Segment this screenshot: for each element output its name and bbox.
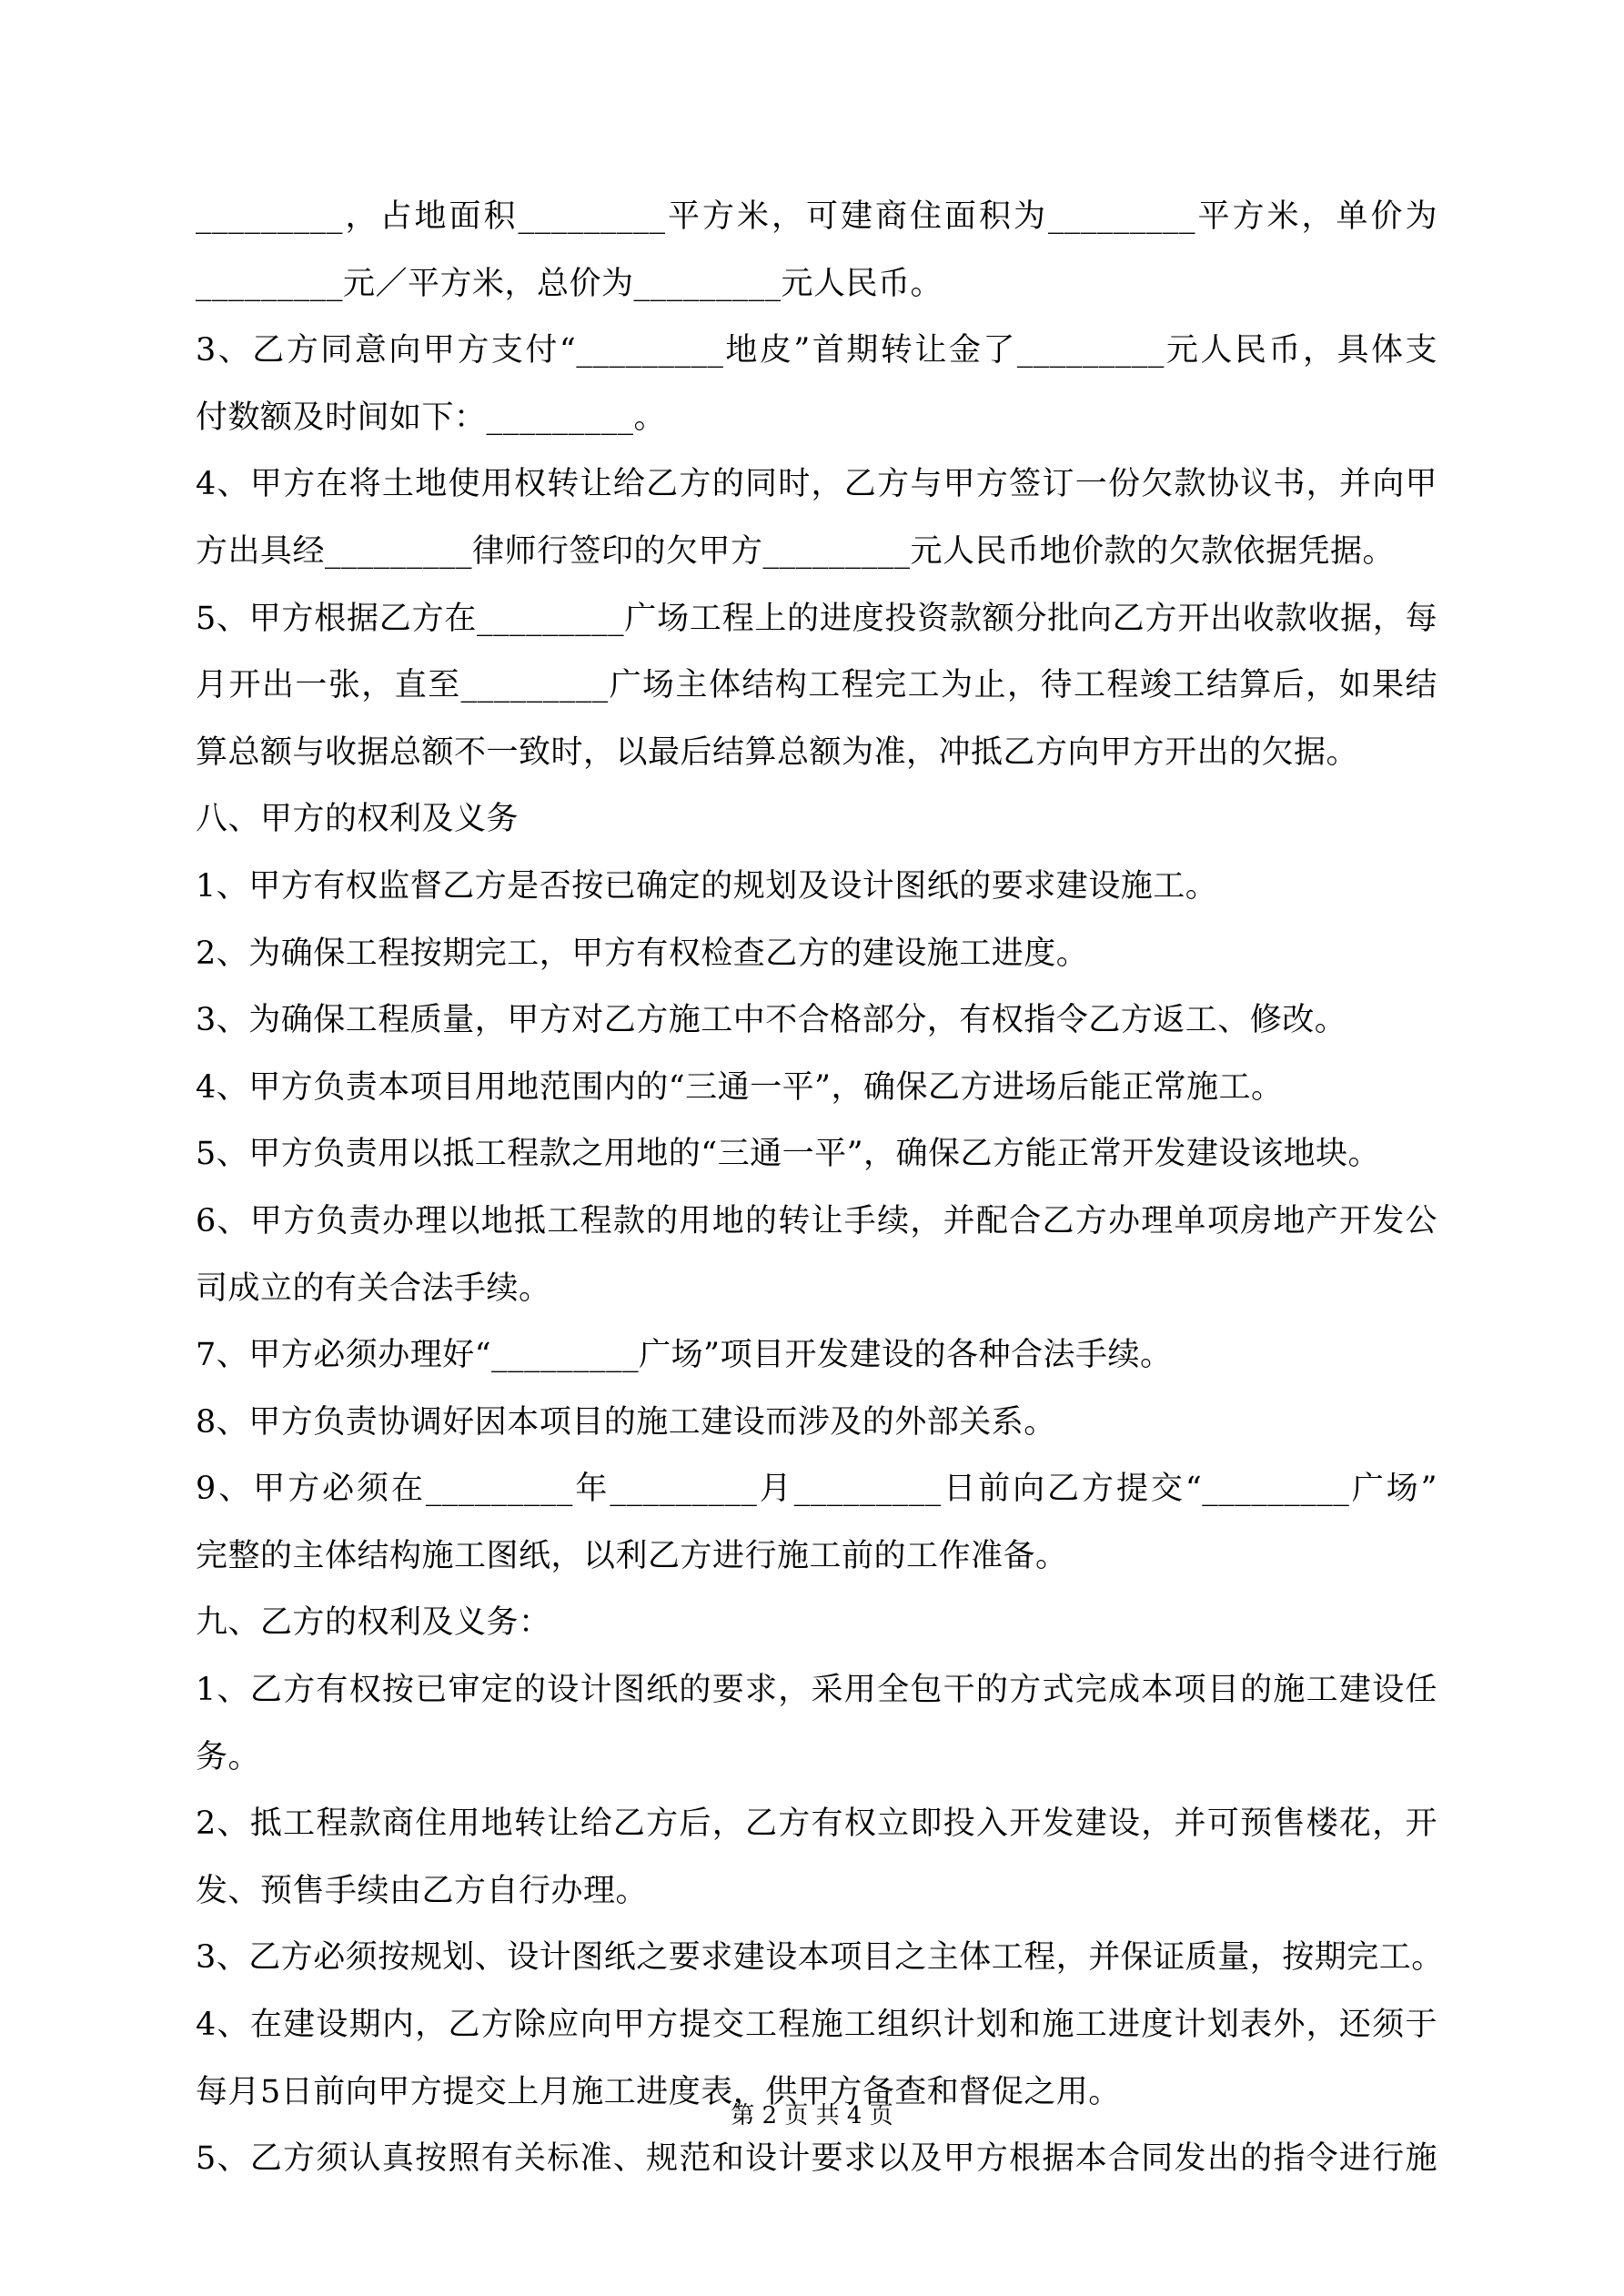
text-line-17: 司成立的有关合法手续。 bbox=[196, 1269, 551, 1307]
section-heading-8: 八、甲方的权利及义务 bbox=[196, 801, 519, 838]
text-line-7: 5、甲方根据乙方在_________广场工程上的进度投资款额分批向乙方开出收款收据，每 bbox=[196, 600, 1437, 637]
text-line-24: 务。 bbox=[196, 1738, 261, 1775]
text-line-27: 3、乙方必须按规划、设计图纸之要求建设本项目之主体工程，并保证质量，按期完工。 bbox=[196, 1939, 1444, 1977]
text-line-6: 方出具经_________律师行签印的欠甲方_________元人民币地价款的欠款依据凭据。 bbox=[196, 532, 1396, 570]
text-line-19: 8、甲方负责协调好因本项目的施工建设而涉及的外部关系。 bbox=[196, 1403, 1056, 1441]
text-line-26: 发、预售手续由乙方自行办理。 bbox=[196, 1872, 649, 1909]
text-line-4: 付数额及时间如下：_________。 bbox=[196, 399, 667, 436]
text-line-30: 5、乙方须认真按照有关标准、规范和设计要求以及甲方根据本合同发出的指令进行施 bbox=[196, 2140, 1437, 2178]
text-line-23: 1、乙方有权按已审定的设计图纸的要求，采用全包干的方式完成本项目的施工建设任 bbox=[196, 1672, 1437, 1709]
text-line-1: _________，占地面积_________平方米，可建商住面积为_________平方米，单价为 bbox=[196, 198, 1437, 235]
section-heading-9: 九、乙方的权利及义务： bbox=[196, 1604, 551, 1642]
text-line-14: 4、甲方负责本项目用地范围内的“三通一平”，确保乙方进场后能正常施工。 bbox=[196, 1068, 1284, 1106]
text-line-16: 6、甲方负责办理以地抵工程款的用地的转让手续，并配合乙方办理单项房地产开发公 bbox=[196, 1202, 1437, 1239]
text-line-3: 3、乙方同意向甲方支付“_________地皮”首期转让金了_________元人民币，具体支 bbox=[196, 332, 1437, 369]
document-body bbox=[196, 198, 1444, 2208]
text-line-18: 7、甲方必须办理好“_________广场”项目开发建设的各种合法手续。 bbox=[196, 1337, 1173, 1374]
text-line-25: 2、抵工程款商住用地转让给乙方后，乙方有权立即投入开发建设，并可预售楼花，开 bbox=[196, 1805, 1437, 1843]
text-line-29: 每月5日前向甲方提交上月施工进度表，供甲方备查和督促之用。 bbox=[196, 2073, 1121, 2110]
text-line-28: 4、在建设期内，乙方除应向甲方提交工程施工组织计划和施工进度计划表外，还须于 bbox=[196, 2007, 1437, 2044]
page-footer: 第 2 页 共 4 页 bbox=[731, 2102, 893, 2129]
text-line-15: 5、甲方负责用以抵工程款之用地的“三通一平”，确保乙方能正常开发建设该地块。 bbox=[196, 1136, 1381, 1173]
text-line-5: 4、甲方在将土地使用权转让给乙方的同时，乙方与甲方签订一份欠款协议书，并向甲 bbox=[196, 466, 1437, 503]
text-line-11: 1、甲方有权监督乙方是否按已确定的规划及设计图纸的要求建设施工。 bbox=[196, 867, 1218, 905]
text-line-8: 月开出一张，直至_________广场主体结构工程完工为止，待工程竣工结算后，如果结 bbox=[196, 667, 1437, 704]
text-line-21: 完整的主体结构施工图纸，以利乙方进行施工前的工作准备。 bbox=[196, 1537, 1068, 1574]
text-line-20: 9、甲方必须在_________年_________月_________日前向乙方提交“_________广场” bbox=[196, 1471, 1437, 1508]
text-line-2: _________元／平方米，总价为_________元人民币。 bbox=[196, 265, 943, 302]
text-line-9: 算总额与收据总额不一致时，以最后结算总额为准，冲抵乙方向甲方开出的欠据。 bbox=[196, 733, 1359, 771]
text-line-12: 2、为确保工程按期完工，甲方有权检查乙方的建设施工进度。 bbox=[196, 935, 1089, 972]
text-line-13: 3、为确保工程质量，甲方对乙方施工中不合格部分，有权指令乙方返工、修改。 bbox=[196, 1002, 1347, 1039]
